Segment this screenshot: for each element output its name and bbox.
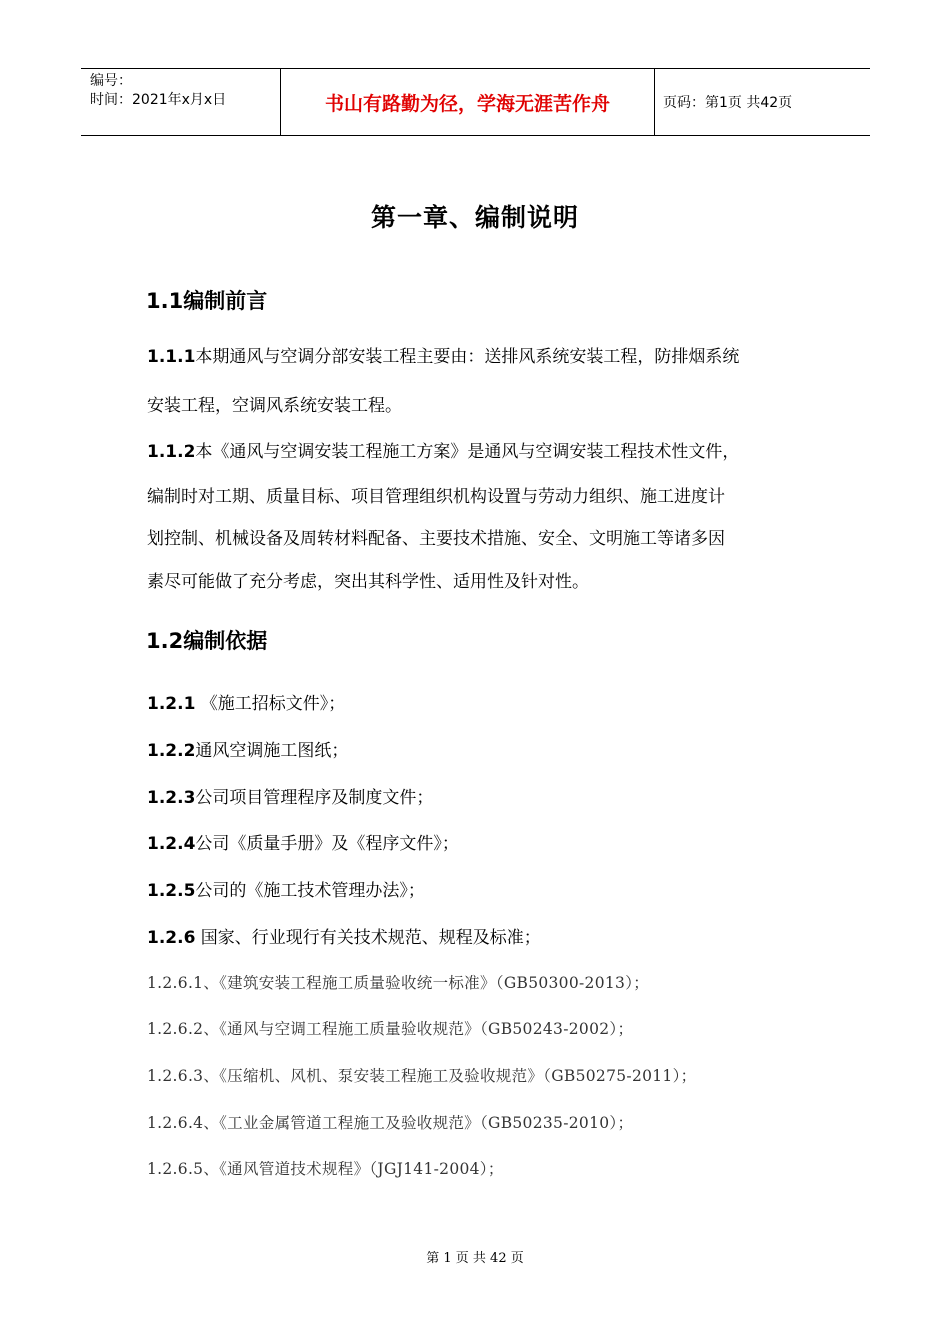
paragraph-1-1-2-line-3: 划控制、机械设备及周转材料配备、主要技术措施、安全、文明施工等诸多因: [147, 529, 725, 549]
paragraph-1-1-2-line-4: 素尽可能做了充分考虑，突出其科学性、适用性及针对性。: [147, 572, 589, 592]
item-number: 1.2.4: [147, 834, 196, 854]
paragraph-number: 1.1.2: [147, 442, 196, 462]
item-text: 通风空调施工图纸；: [195, 741, 349, 761]
item-number: 1.2.6: [147, 928, 196, 948]
paragraph-1-1-1-line-1: [147, 342, 739, 367]
item-number: 1.2.2: [147, 741, 196, 761]
page-footer: 第 1 页 共 42 页: [426, 1251, 524, 1266]
item-text: 国家、行业现行有关技术规范、规程及标准；: [195, 928, 541, 948]
section-1-1-title: 1.1编制前言: [146, 289, 268, 313]
item-number: 1.2.1: [147, 694, 196, 714]
basis-item-4: [147, 829, 459, 854]
item-number: 1.2.3: [147, 788, 196, 808]
document-number-label: 编号：: [90, 73, 132, 89]
basis-item-2: [147, 736, 348, 761]
paragraph-1-1-2-line-2: 编制时对工期、质量目标、项目管理组织机构设置与劳动力组织、施工进度计: [147, 487, 725, 507]
basis-item-5: [147, 876, 425, 901]
standard-item-3: 1.2.6.3、《压缩机、风机、泵安装工程施工及验收规范》（GB50275-2011）；: [147, 1067, 697, 1085]
basis-item-1: [147, 689, 345, 714]
chapter-title: 第一章、编制说明: [370, 203, 579, 232]
item-text: 公司的《施工技术管理办法》；: [195, 881, 425, 901]
standard-item-1: 1.2.6.1、《建筑安装工程施工质量验收统一标准》（GB50300-2013）；: [147, 974, 650, 992]
item-number: 1.2.5: [147, 881, 196, 901]
header-page-info: 页码：第1页 共42页: [663, 95, 793, 111]
paragraph-1-1-1-line-2: 安装工程，空调风系统安装工程。: [147, 396, 402, 416]
standard-item-5: 1.2.6.5、《通风管道技术规程》（JGJ141-2004）；: [147, 1160, 504, 1178]
section-1-2-title: 1.2编制依据: [146, 629, 268, 653]
paragraph-text: 本《通风与空调安装工程施工方案》是通风与空调安装工程技术性文件，: [195, 442, 740, 462]
header-meta: [81, 69, 281, 135]
paragraph-text: 本期通风与空调分部安装工程主要由：送排风系统安装工程，防排烟系统: [195, 347, 740, 367]
basis-item-6: [147, 923, 541, 948]
item-text: 公司项目管理程序及制度文件；: [195, 788, 434, 808]
header-motto: 书山有路勤为径，学海无涯苦作舟: [281, 69, 655, 135]
standard-item-2: 1.2.6.2、《通风与空调工程施工质量验收规范》（GB50243-2002）；: [147, 1020, 634, 1038]
item-text: 《施工招标文件》；: [195, 694, 346, 714]
standard-item-4: 1.2.6.4、《工业金属管道工程施工及验收规范》（GB50235-2010）；: [147, 1114, 634, 1132]
document-time-label: 时间：2021年x月x日: [90, 92, 227, 108]
paragraph-number: 1.1.1: [147, 347, 196, 367]
page-header: [81, 68, 870, 136]
basis-item-3: [147, 783, 433, 808]
item-text: 公司《质量手册》及《程序文件》；: [195, 834, 459, 854]
paragraph-1-1-2-line-1: [147, 437, 739, 462]
